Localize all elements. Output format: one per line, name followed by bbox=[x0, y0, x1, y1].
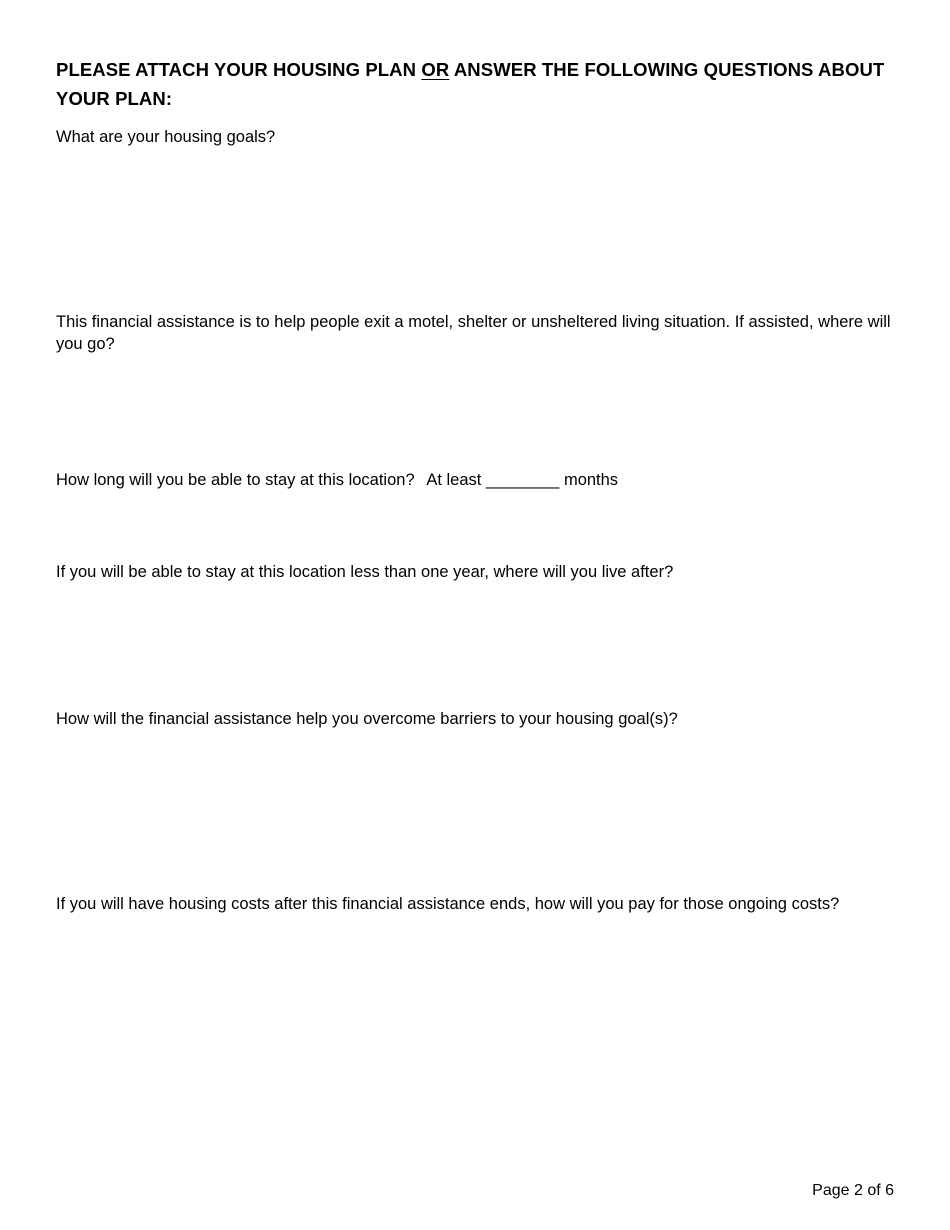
question-stay-length bbox=[56, 469, 906, 491]
question-ongoing-costs: If you will have housing costs after this financial assistance ends, how will you pay for those ongoing costs? bbox=[56, 895, 840, 913]
stay-length-blank-field[interactable]: ________ bbox=[485, 471, 560, 489]
question-overcome-barriers: How will the financial assistance help you overcome barriers to your housing goal(s)? bbox=[56, 710, 678, 728]
page-number: Page 2 of 6 bbox=[812, 1182, 894, 1199]
question-housing-goals: What are your housing goals? bbox=[56, 128, 276, 146]
stay-length-at-least: At least bbox=[426, 471, 482, 489]
question-where-will-you-go: This financial assistance is to help people exit a motel, shelter or unsheltered living situation. If assisted, where will you go? bbox=[56, 313, 891, 353]
question-live-after: If you will be able to stay at this location less than one year, where will you live after? bbox=[56, 563, 674, 581]
heading-underlined-or: OR bbox=[421, 59, 450, 80]
stay-length-prompt: How long will you be able to stay at this location? bbox=[56, 471, 415, 489]
heading-part-2: ANSWER THE FOLLOWING QUESTIONS ABOUT YOUR PLAN: bbox=[56, 59, 885, 109]
heading-part-1: PLEASE ATTACH YOUR HOUSING PLAN bbox=[56, 59, 422, 80]
stay-length-unit: months bbox=[563, 471, 619, 489]
page-heading bbox=[56, 55, 906, 113]
